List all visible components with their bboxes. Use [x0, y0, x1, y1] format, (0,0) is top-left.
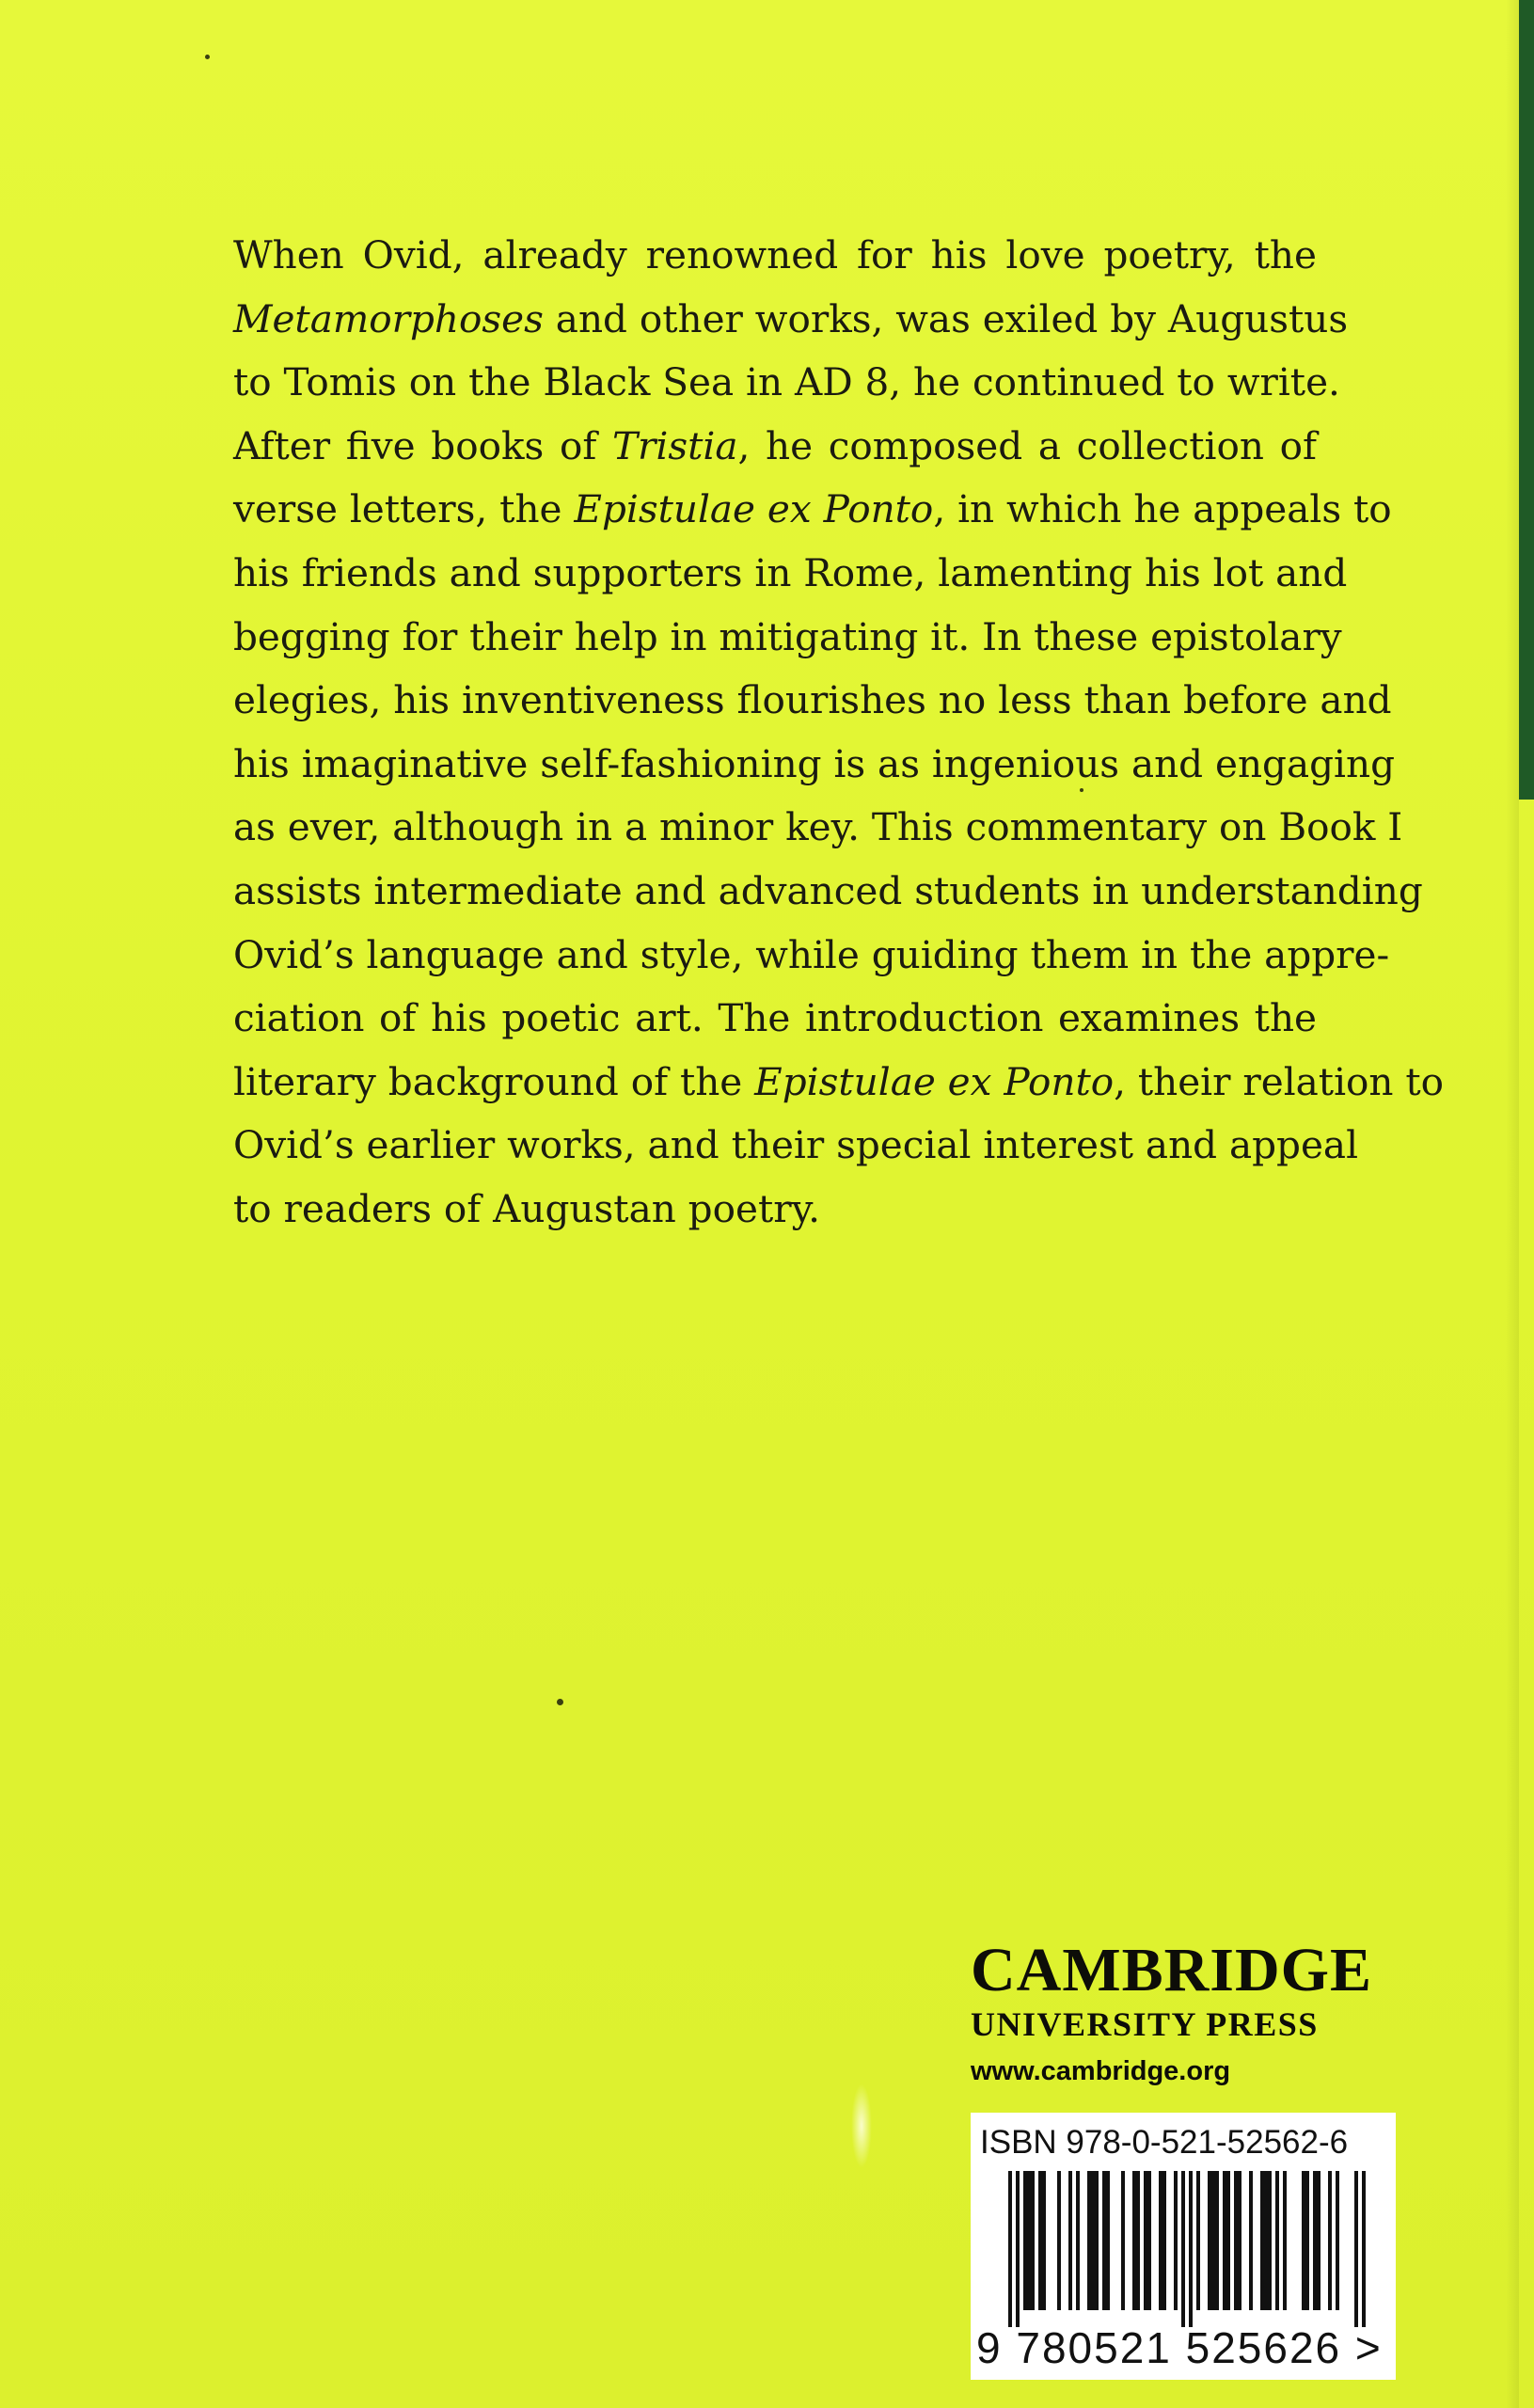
blurb-line	[233, 351, 1340, 415]
barcode-bar	[1354, 2171, 1358, 2327]
barcode-bar	[1249, 2171, 1253, 2310]
barcode-bar	[1264, 2171, 1268, 2310]
print-speck	[205, 55, 210, 59]
barcode-bar	[1008, 2171, 1012, 2327]
barcode-bar	[1144, 2171, 1147, 2310]
barcode-bar	[1038, 2171, 1042, 2310]
cover-edge-shadow	[1506, 0, 1519, 2408]
barcode-bar	[1102, 2171, 1106, 2310]
barcode-bar	[1268, 2171, 1272, 2310]
publisher-subtitle: UNIVERSITY PRESS	[971, 2005, 1319, 2043]
barcode-bar	[1226, 2171, 1230, 2310]
blurb-line	[233, 415, 1317, 479]
blurb-line	[233, 288, 1349, 352]
barcode-bar	[1042, 2171, 1046, 2310]
blurb-line	[233, 606, 1342, 670]
barcode-bar	[1336, 2171, 1339, 2310]
blurb-text: to Tomis on the Black Sea in AD 8, he continued to write.	[233, 359, 1340, 405]
isbn-label: ISBN 978-0-521-52562-6	[980, 2124, 1349, 2161]
blurb-text: After five books of	[233, 422, 613, 468]
blurb-text: Ovid’s language and style, while guiding them in the appre-	[233, 931, 1390, 977]
blurb-line	[233, 987, 1317, 1051]
blurb-title-italic: Epistulae ex Ponto	[574, 486, 934, 532]
blurb-text: literary background of the	[233, 1058, 755, 1104]
publisher-name: CAMBRIDGE	[971, 1936, 1373, 2004]
blurb-text: assists intermediate and advanced students in understanding	[233, 867, 1423, 913]
cover-scuff	[851, 2083, 872, 2168]
blurb-text: , in which he appeals to	[933, 486, 1392, 532]
barcode-bar	[1076, 2171, 1080, 2310]
barcode-bar	[1189, 2171, 1193, 2327]
blurb-text: and other works, was exiled by Augustus	[543, 295, 1349, 341]
blurb-line	[233, 1051, 1445, 1115]
barcode-bar	[1208, 2171, 1211, 2310]
barcode-bar	[1057, 2171, 1061, 2310]
blurb-line	[233, 924, 1390, 988]
barcode-bar	[1317, 2171, 1321, 2310]
blurb-line	[233, 796, 1403, 860]
barcode-bar	[1275, 2171, 1279, 2310]
barcode-digits: 9 780521 525626 >	[976, 2323, 1383, 2372]
barcode-bar	[1106, 2171, 1110, 2310]
barcode-bar	[1016, 2171, 1020, 2327]
blurb-line	[233, 542, 1348, 606]
barcode-bar	[1162, 2171, 1166, 2310]
barcode-bar	[1302, 2171, 1305, 2310]
barcode-bar	[1031, 2171, 1035, 2310]
barcode-bar	[1181, 2171, 1185, 2327]
barcode-bar	[1328, 2171, 1332, 2310]
barcode-bar	[1362, 2171, 1366, 2327]
barcode-bar	[1234, 2171, 1238, 2310]
spine-edge	[1519, 0, 1534, 800]
barcode-bar	[1260, 2171, 1264, 2310]
blurb-line	[233, 860, 1423, 924]
blurb-line	[233, 733, 1395, 797]
barcode-bar	[1223, 2171, 1226, 2310]
barcode-bar	[1027, 2171, 1031, 2310]
blurb-line	[233, 1178, 1317, 1242]
blurb-title-italic: Epistulae ex Ponto	[754, 1058, 1115, 1104]
barcode-bar	[1095, 2171, 1099, 2310]
barcode-bar	[1147, 2171, 1151, 2310]
blurb-title-italic: Tristia	[612, 422, 738, 468]
publisher-url: www.cambridge.org	[971, 2056, 1231, 2086]
blurb-text: his imaginative self-fashioning is as ingenious and engaging	[233, 740, 1395, 786]
barcode-bar	[1174, 2171, 1178, 2310]
blurb-line	[233, 1114, 1359, 1178]
blurb-text: begging for their help in mitigating it. In these epistolary	[233, 613, 1342, 659]
publisher-imprint	[971, 1938, 1403, 2090]
barcode-bar	[1091, 2171, 1095, 2310]
blurb-line	[233, 478, 1392, 542]
barcode-bar	[1305, 2171, 1309, 2310]
blurb-line	[233, 669, 1392, 733]
barcode-bar	[1283, 2171, 1287, 2310]
barcode-bar	[1196, 2171, 1200, 2310]
barcode-bar	[1159, 2171, 1162, 2310]
blurb-text: to readers of Augustan poetry.	[233, 1185, 820, 1231]
blurb-text: , he composed a collection of	[737, 422, 1317, 468]
blurb-text: as ever, although in a minor key. This commentary on Book I	[233, 804, 1403, 850]
barcode-bar	[1132, 2171, 1136, 2310]
blurb-text: When Ovid, already renowned for his love poetry, the	[233, 232, 1317, 277]
barcode-bar	[1068, 2171, 1072, 2310]
barcode-bar	[1023, 2171, 1027, 2310]
blurb-text: Ovid’s earlier works, and their special interest and appeal	[233, 1122, 1359, 1168]
blurb-text: verse letters, the	[233, 486, 575, 532]
barcode-bar	[1136, 2171, 1140, 2310]
blurb-text: elegies, his inventiveness flourishes no less than before and	[233, 677, 1392, 723]
back-cover-blurb	[233, 224, 1445, 1242]
barcode-bar	[1215, 2171, 1219, 2310]
isbn-barcode-panel	[971, 2113, 1396, 2380]
blurb-text: , their relation to	[1114, 1058, 1445, 1104]
blurb-text: his friends and supporters in Rome, lamenting his lot and	[233, 549, 1348, 595]
barcode-bar	[1121, 2171, 1125, 2310]
barcode-bar	[1238, 2171, 1241, 2310]
blurb-line	[233, 224, 1317, 288]
barcode-bar	[1313, 2171, 1317, 2310]
blurb-title-italic: Metamorphoses	[233, 295, 544, 341]
print-speck	[557, 1699, 563, 1705]
barcode-bar	[1087, 2171, 1091, 2310]
blurb-text: ciation of his poetic art. The introduction examines the	[233, 995, 1317, 1041]
barcode-bar	[1211, 2171, 1215, 2310]
